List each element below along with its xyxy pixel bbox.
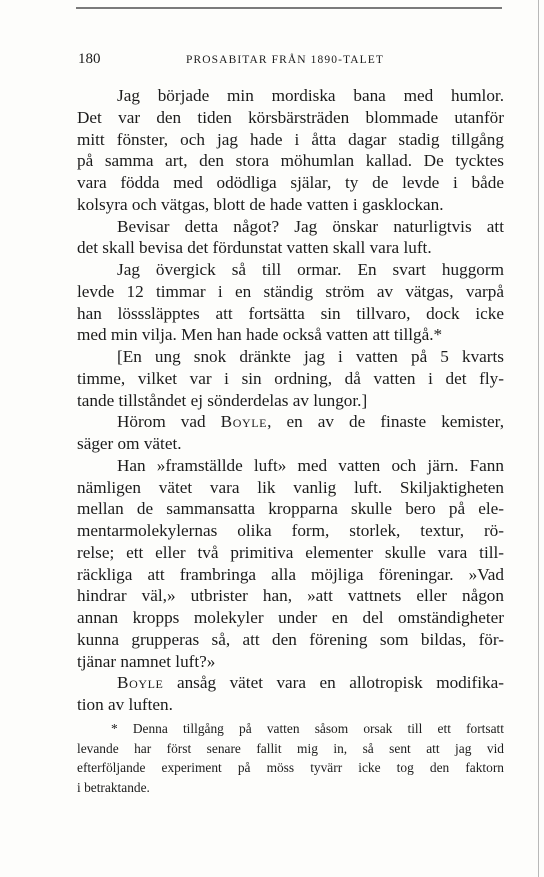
footnote-line: efterföljande experiment på möss tyvärr icke tog den faktorn xyxy=(77,760,504,775)
text-line: tion av luften. xyxy=(77,695,173,714)
paragraph-snok xyxy=(77,346,504,411)
running-title: PROSABITAR FRÅN 1890-TALET xyxy=(186,54,384,66)
text-line: det skall bevisa det fördunstat vatten skall vara luft. xyxy=(77,238,432,258)
text-line: timme, vilket var i sin ordning, då vatten i det fly- xyxy=(77,368,504,388)
text-line: Jag övergick så till ormar. En svart huggorm xyxy=(117,260,504,279)
page-number: 180 xyxy=(78,51,101,67)
paragraph-humlor xyxy=(77,85,504,216)
paragraph-boyle-intro xyxy=(77,411,504,455)
text-line: Jag började min mordiska bana med humlor. xyxy=(117,86,504,105)
footnote-line: levande har först senare fallit mig in, så sent att jag vid xyxy=(77,740,504,756)
text-line: Bevisar detta något? Jag önskar naturligtvis att xyxy=(117,216,504,236)
text-line: Hörom vad Boyle, en av de finaste kemister, xyxy=(117,412,504,432)
text-line: kolsyra och vätgas, blott de hade vatten i gasklockan. xyxy=(77,194,444,214)
text-line: annan kropps molekyler under en del omständigheter xyxy=(77,608,504,627)
text-line: på samma art, den stora möhumlan kallad. De tycktes xyxy=(77,151,504,171)
text-line: med min vilja. Men han hade också vatten att tillgå.* xyxy=(77,325,443,345)
text-line: hindrar väl,» utbrister han, »att vattnets eller någon xyxy=(77,586,504,606)
text-line: säger om vätet. xyxy=(77,434,182,453)
text-line: Boyle ansåg vätet vara en allotropisk modifika- xyxy=(117,673,504,693)
boyle-name: Boyle xyxy=(220,412,268,432)
text-line: mellan de sammansatta kropparna skulle bero på ele- xyxy=(77,499,504,519)
text-line: räckliga att frambringa alla möjliga föreningar. »Vad xyxy=(77,564,504,584)
footnote-line: i betraktande. xyxy=(77,779,150,795)
text-line: levde 12 timmar i en ständig ström av vätgas, varpå xyxy=(77,281,504,301)
text-line: relse; ett eller två primitiva elementer skulle vara till- xyxy=(77,542,504,562)
paragraph-boyle-quote xyxy=(77,455,504,673)
paragraph-bevisar xyxy=(77,216,504,260)
paragraph-boyle-conclusion xyxy=(77,672,504,716)
text-line: vara födda med odödliga själar, ty de levde i både xyxy=(77,173,504,192)
boyle-name: Boyle xyxy=(117,673,164,693)
text-line: Han »framställde luft» med vatten och järn. Fann xyxy=(117,455,504,475)
text-line: tande tillståndet ej sönderdelas av lungor.] xyxy=(77,390,368,410)
top-edge-rule xyxy=(76,7,502,9)
text-line: han lösssläpptes att fortsätta sin tillvaro, dock icke xyxy=(77,303,504,323)
body-text xyxy=(77,85,504,716)
text-line: nämligen vätet vara lik vanlig luft. Skiljaktigheten xyxy=(77,477,504,497)
paragraph-ormar xyxy=(77,259,504,346)
footnote-line: * Denna tillgång på vatten såsom orsak till ett fortsatt xyxy=(111,721,504,736)
text-line: kunna grupperas så, att den förening som bildas, för- xyxy=(77,629,504,649)
text-line: mitt fönster, och jag hade i åtta dagar stadig tillgång xyxy=(77,129,504,149)
page-header xyxy=(78,49,504,69)
text-line: tjänar namnet luft?» xyxy=(77,651,216,671)
page-edge-rule xyxy=(538,0,539,877)
text-line: Det var den tiden körsbärsträden blommade utanför xyxy=(77,107,504,127)
footnote xyxy=(77,719,504,797)
text-line: mentarmolekylernas olika form, storlek, textur, rö- xyxy=(77,521,504,540)
text-line: [En ung snok dränkte jag i vatten på 5 kvarts xyxy=(117,347,504,366)
